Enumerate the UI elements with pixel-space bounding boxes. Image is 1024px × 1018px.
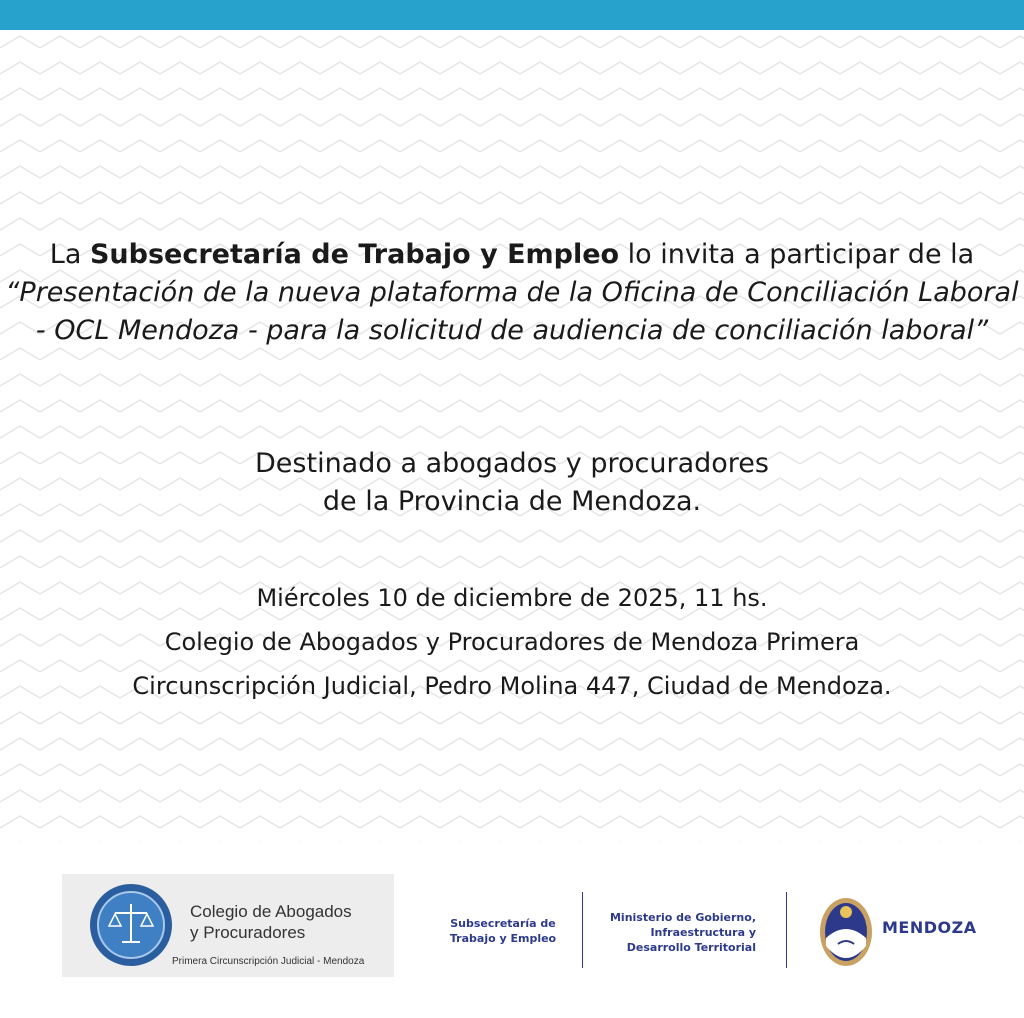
event-details xyxy=(0,576,1024,708)
mendoza-shield-icon xyxy=(818,890,874,970)
ministerio-line-3: Desarrollo Territorial xyxy=(626,941,756,954)
invitation-intro: La xyxy=(49,239,90,270)
colegio-logo xyxy=(62,874,394,977)
mendoza-wordmark: MENDOZA xyxy=(882,918,977,937)
colegio-title xyxy=(190,901,352,943)
audience-line-2: de la Provincia de Mendoza. xyxy=(322,486,702,517)
event-venue-line-1: Colegio de Abogados y Procuradores de Mendoza Primera xyxy=(164,628,860,656)
invitation-text xyxy=(0,236,1024,350)
scales-of-justice-seal-icon xyxy=(88,882,174,968)
audience-line-1: Destinado a abogados y procuradores xyxy=(255,448,769,479)
footer-divider xyxy=(582,892,583,968)
colegio-subtitle: Primera Circunscripción Judicial - Mendoza xyxy=(172,956,365,967)
audience-text xyxy=(0,445,1024,521)
ministerio-logo-text xyxy=(598,910,756,955)
subsecretaria-line-2: Trabajo y Empleo xyxy=(449,932,557,945)
footer-divider xyxy=(786,892,787,968)
subsecretaria-line-1: Subsecretaría de xyxy=(450,917,556,930)
chevron-background-pattern xyxy=(0,30,1024,842)
organizer-name: Subsecretaría de Trabajo y Empleo xyxy=(89,239,620,270)
footer-logos xyxy=(0,842,1024,1018)
colegio-title-line-1: Colegio de Abogados xyxy=(190,902,352,921)
subsecretaria-logo-text xyxy=(438,916,568,946)
ministerio-line-2: Infraestructura y xyxy=(650,926,756,939)
event-venue-line-2: Circunscripción Judicial, Pedro Molina 447, Ciudad de Mendoza. xyxy=(132,672,892,700)
invitation-intro-cont: lo invita a participar de la xyxy=(619,239,975,270)
event-title: “Presentación de la nueva plataforma de la Oficina de Conciliación Laboral - OCL Mendoza - para la solicitud de audiencia de conciliación laboral” xyxy=(5,277,1019,346)
event-date: Miércoles 10 de diciembre de 2025, 11 hs. xyxy=(256,584,768,612)
ministerio-line-1: Ministerio de Gobierno, xyxy=(609,911,756,924)
colegio-title-line-2: y Procuradores xyxy=(190,923,306,942)
top-accent-bar xyxy=(0,0,1024,30)
